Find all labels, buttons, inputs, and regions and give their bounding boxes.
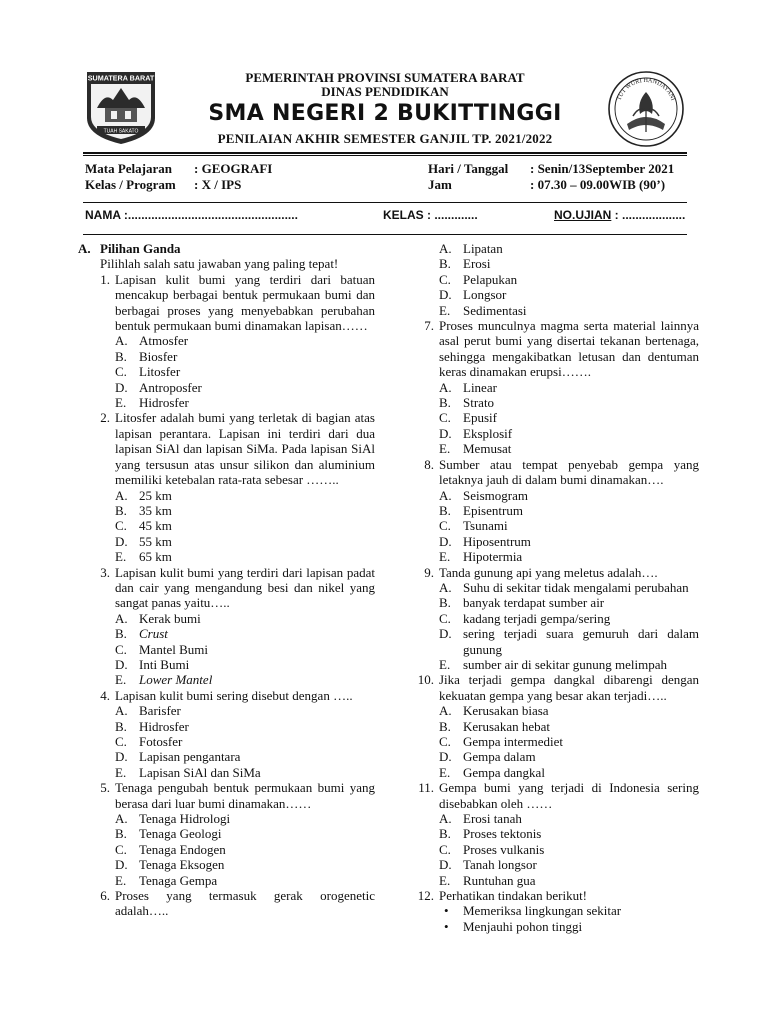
bullet-icon: • (444, 918, 449, 934)
option: A. Suhu di sekitar tidak mengalami perubahan (439, 579, 689, 595)
option: B. Biosfer (115, 348, 178, 364)
bullet-item: • Memeriksa lingkungan sekitar (444, 903, 622, 919)
subject-value: : GEOGRAFI (194, 161, 273, 176)
option: B. Tenaga Geologi (115, 826, 222, 842)
option: B. Erosi (439, 256, 491, 272)
sumatera-barat-logo (83, 70, 159, 146)
student-name-field: NAMA :................................................... (85, 208, 298, 222)
question-3: 3. Lapisan kulit bumi yang terdiri dari lapisan padat dan cair yang mengandung besi dan nikel yang sangat panas yaitu….. (100, 564, 375, 611)
option: D. sering terjadi suara gemuruh dari dalam gunung (439, 626, 699, 657)
right-column (402, 241, 699, 934)
option: B. Kerusakan hebat (439, 718, 550, 734)
left-column (78, 241, 375, 919)
option: C. Fotosfer (115, 734, 183, 749)
option: A. Barisfer (115, 703, 181, 719)
question-9: 9. Tanda gunung api yang meletus adalah…. (424, 564, 658, 580)
option: E. sumber air di sekitar gunung melimpah (439, 656, 667, 672)
class-value: : X / IPS (194, 177, 242, 192)
exam-title: PENILAIAN AKHIR SEMESTER GANJIL TP. 2021/2022 (217, 131, 553, 146)
day-label: Hari / Tanggal (428, 161, 509, 176)
option: D. Inti Bumi (115, 656, 190, 672)
option: E. Tenaga Gempa (115, 872, 218, 888)
option: C. Pelapukan (439, 271, 518, 287)
section-title: Pilihan Ganda (100, 241, 181, 256)
option: B. 35 km (115, 502, 172, 518)
day-value: : Senin/13September 2021 (530, 161, 675, 176)
option: D. Tenaga Eksogen (115, 857, 225, 873)
option: E. Gempa dangkal (439, 764, 545, 780)
option: C. 45 km (115, 518, 172, 534)
header-divider-thick (83, 152, 687, 154)
option: D. Tanah longsor (439, 857, 537, 873)
option: B. banyak terdapat sumber air (439, 595, 605, 611)
option: D. Longsor (439, 287, 507, 303)
option: C. Litosfer (115, 364, 181, 380)
option: E. Memusat (439, 441, 512, 457)
option: A. Erosi tanah (439, 811, 522, 827)
exam-number-label: NO.UJIAN (554, 208, 612, 222)
option: A. Seismogram (439, 487, 528, 503)
option: E. Lower Mantel (115, 672, 213, 688)
option: E. Hipotermia (439, 549, 523, 565)
logo-left-title: SUMATERA BARAT (87, 73, 155, 83)
student-class-field: KELAS : ............. (383, 208, 478, 222)
logo-right-text: TUT WURI HANDAYANI (615, 76, 677, 102)
question-10: 10. Jika terjadi gempa dangkal dibarengi dengan kekuatan gempa yang besar akan terjadi….. (417, 672, 699, 703)
option: A. Kerak bumi (115, 610, 201, 626)
class-label: Kelas / Program (85, 177, 176, 192)
option: C. Gempa intermediet (439, 734, 563, 749)
option: C. Proses vulkanis (439, 841, 545, 857)
time-label: Jam (428, 177, 452, 192)
school-name: SMA NEGERI 2 BUKITTINGGI (208, 101, 562, 126)
question-5: 5. Tenaga pengubah bentuk permukaan bumi yang berasa dari luar bumi dinamakan…… (100, 780, 375, 811)
option: E. Hidrosfer (115, 395, 189, 411)
subject-label: Mata Pelajaran (85, 161, 173, 176)
option: C. Tsunami (439, 518, 508, 534)
option: C. kadang terjadi gempa/sering (439, 610, 611, 626)
option: A. Linear (439, 379, 497, 395)
option: C. Epusif (439, 410, 497, 426)
info-divider (83, 202, 687, 203)
bullet-icon: • (444, 903, 449, 919)
logo-left-ribbon: TUAH SAKATO (103, 128, 139, 135)
option: A. 25 km (115, 487, 172, 503)
question-11: 11. Gempa bumi yang terjadi di Indonesia sering disebabkan oleh …… (418, 780, 699, 811)
option: E. 65 km (115, 549, 172, 565)
option: B. Episentrum (439, 502, 523, 518)
question-6: 6. Proses yang termasuk gerak orogenetic adalah….. (100, 888, 375, 919)
question-8: 8. Sumber atau tempat penyebab gempa yang letaknya jauh di dalam bumi dinamakan…. (424, 456, 699, 488)
question-4: 4. Lapisan kulit bumi sering disebut dengan ….. (100, 687, 353, 703)
option: A. Tenaga Hidrologi (115, 811, 231, 827)
exam-number-field (554, 208, 685, 222)
header-department: DINAS PENDIDIKAN (321, 84, 449, 99)
option: D. Gempa dalam (439, 749, 536, 765)
option: D. Lapisan pengantara (115, 749, 241, 765)
tut-wuri-handayani-logo (607, 70, 685, 148)
option: D. Eksplosif (439, 425, 513, 441)
option: E. Sedimentasi (439, 302, 527, 318)
name-divider (83, 234, 687, 235)
section-number: A. (78, 241, 91, 256)
option: B. Hidrosfer (115, 718, 189, 734)
option: C. Mantel Bumi (115, 641, 208, 657)
exam-number-value: : ................... (611, 208, 686, 222)
option: A. Lipatan (439, 241, 503, 256)
option: E. Lapisan SiAl dan SiMa (115, 764, 261, 780)
question-2: 2. Litosfer adalah bumi yang terletak di bagian atas lapisan perantara. Lapisan ini terdiri dari dua lapisan SiAl dan lapisan SiMa. Pada lapisan SiAl yang tersusun atas unsur silikon dan aluminium memiliki ketebalan rata-rata sebesar …….. (100, 410, 375, 488)
time-value: : 07.30 – 09.00WIB (90’) (530, 177, 666, 192)
option: B. Strato (439, 395, 495, 411)
question-12: 12. Perhatikan tindakan berikut! (417, 888, 588, 904)
question-1: 1. Lapisan kulit bumi yang terdiri dari batuan mencakup berbagai bentuk permukaan bumi dan berbagai proses yang menyebabkan perubahan bentuk permukaan bumi dinamakan lapisan…… (100, 271, 375, 334)
section-heading (78, 241, 375, 256)
question-7: 7. Proses munculnya magma serta material lainnya asal perut bumi yang disertai tekanan bertenaga, sehingga mengakibatkan letusan dan dentuman keras dinamakan erupsi……. (424, 318, 699, 380)
bullet-item: • Menjauhi pohon tinggi (444, 918, 583, 934)
header-government: PEMERINTAH PROVINSI SUMATERA BARAT (245, 70, 525, 85)
option: D. 55 km (115, 533, 172, 549)
option: A. Atmosfer (115, 333, 189, 349)
option: B. Proses tektonis (439, 826, 542, 842)
option: D. Hiposentrum (439, 533, 531, 549)
section-instruction: Pilihlah salah satu jawaban yang paling tepat! (100, 256, 339, 272)
header-divider-thin (83, 155, 687, 156)
option: C. Tenaga Endogen (115, 841, 226, 857)
option: D. Antroposfer (115, 379, 202, 395)
option: A. Kerusakan biasa (439, 703, 549, 719)
option: B. Crust (115, 626, 168, 642)
option: E. Runtuhan gua (439, 872, 536, 888)
